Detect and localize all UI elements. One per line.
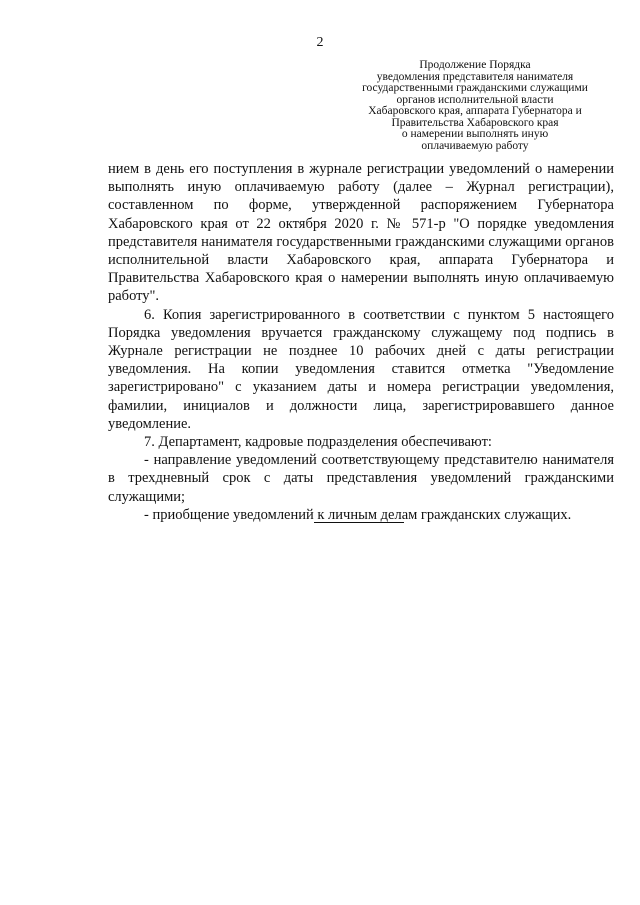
paragraph-item-6: 6. Копия зарегистрированного в соответствии с пунктом 5 настоящего Порядка уведомления вручается гражданскому служащему под подпись в Журнале регистрации не позднее 10 рабочих дней с даты регистрации уведомления. На копии уведомления ставится отметка "Уведомление зарегистрировано" с указанием даты и номера регистрации уведомления, фамилии, инициалов и должности лица, зарегистрировавшего данное уведомление. — [108, 306, 614, 432]
header-line: Хабаровского края, аппарата Губернатора и — [368, 105, 582, 117]
header-line: государственными гражданскими служащими — [362, 82, 588, 94]
paragraph-continuation: нием в день его поступления в журнале регистрации уведомлений о намерении выполнять иную оплачиваемую работу (далее – Журнал регистрации), составленном по форме, утвержденной распоряжением Губернатора Хабаровского края от 22 октября 2020 г. № 571-р "О порядке уведомления представителя нанимателя государственными гражданскими служащими органов исполнительной власти Хабаровского края, аппарата Губернатора и Правительства Хабаровского края о намерении выполнять иную оплачиваемую работу". — [108, 161, 614, 305]
header-line: органов исполнительной власти — [396, 93, 554, 106]
header-line: Правительства Хабаровского края — [391, 116, 559, 129]
document-body — [108, 160, 614, 524]
page-number: 2 — [316, 35, 324, 50]
header-line: о намерении выполнять иную — [401, 128, 549, 140]
header-line: уведомления представителя нанимателя — [376, 70, 574, 83]
header-line: оплачиваемую работу — [421, 139, 529, 152]
paragraph-list-item-1: - направление уведомлений соответствующему представителю нанимателя в трехдневный срок с даты представления уведомлений гражданскими служащими; — [108, 452, 614, 505]
paragraph-item-7: 7. Департамент, кадровые подразделения обеспечивают: — [144, 434, 492, 451]
paragraph-list-item-2: - приобщение уведомлений к личным делам гражданских служащих. — [144, 506, 572, 523]
header-line: Продолжение Порядка — [419, 59, 531, 71]
end-separator-line — [314, 522, 404, 523]
document-header — [340, 60, 610, 152]
